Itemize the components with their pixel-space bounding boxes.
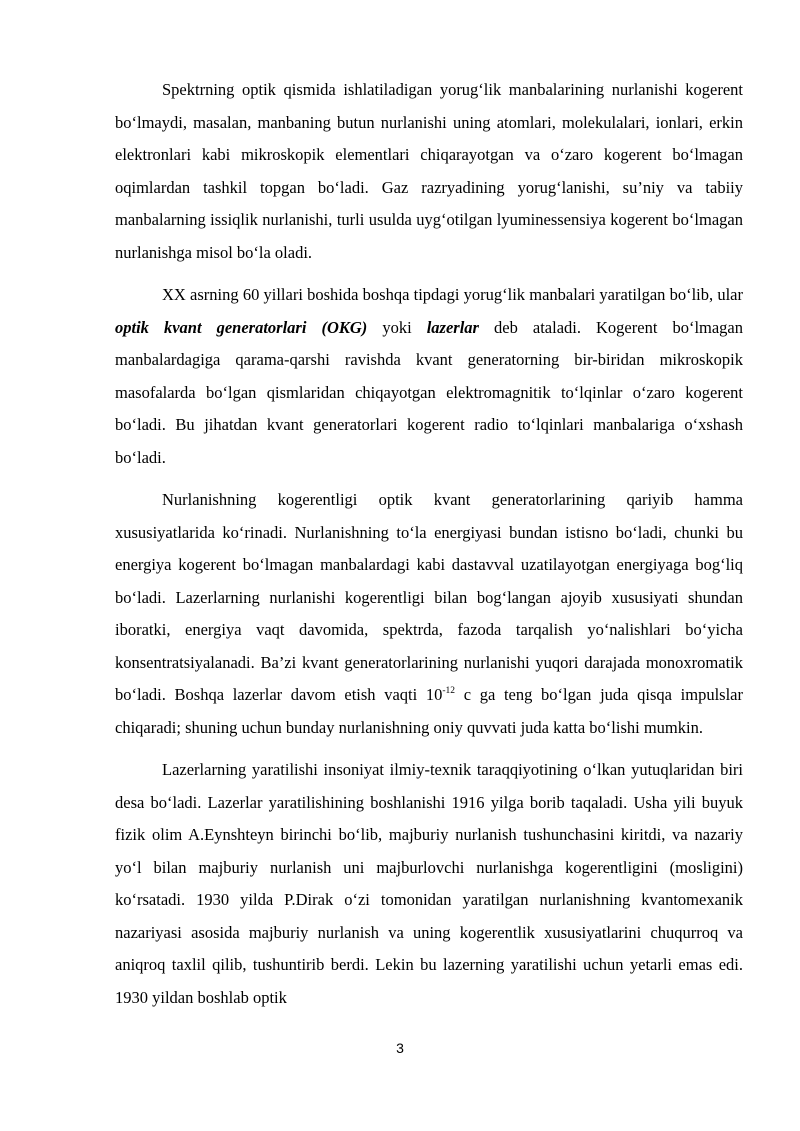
paragraph-1-text: Spektrning optik qismida ishlatiladigan yorug‘lik manbalarining nurlanishi kogerent bo‘lmaydi, masalan, manbaning butun nurlanishi uning atomlari, molekulalari, ionlari, erkin elektronlari kabi mikroskopik elementlari chiqarayotgan va o‘zaro kogerent bo‘lmagan oqimlardan tashkil topgan bo‘ladi. Gaz razryadining yorug‘lanishi, su’niy va tabiiy manbalarning issiqlik nurlanishi, turli usulda uyg‘otilgan lyuminessensiya kogerent bo‘lmagan nurlanishga misol bo‘la oladi.	[115, 80, 743, 262]
paragraph-3-text-end: c ga teng bo‘lgan juda qisqa impulslar chiqaradi; shuning uchun bunday nurlanishning oniy quvvati juda katta bo‘lishi mumkin.	[115, 685, 743, 737]
paragraph-2-text-start: XX asrning 60 yillari boshida boshqa tipdagi yorug‘lik manbalari yaratilgan bo‘lib, ular	[162, 285, 743, 304]
paragraph-4	[115, 754, 743, 1014]
paragraph-3	[115, 484, 743, 744]
paragraph-2-text-mid: yoki	[367, 317, 427, 337]
paragraph-3-text-start: Nurlanishning kogerentligi optik kvant generatorlarining qariyib hamma xususiyatlarida ko‘rinadi. Nurlanishning to‘la energiyasi bundan istisno bo‘ladi, chunki bu energiya kogerent bo‘lmagan manbalardagi kabi dastavval uzatilayotgan energiyaga bog‘liq bo‘ladi. Lazerlarning nurlanishi kogerentligi bilan bog‘langan ajoyib xususiyati shundan iboratki, energiya vaqt davomida, spektrda, fazoda tarqalish yo‘nalishlari bo‘yicha konsentratsiyalanadi. Ba’zi kvant generatorlarining nurlanishi yuqori darajada monoxromatik bo‘ladi. Boshqa lazerlar davom etish vaqti	[115, 490, 743, 704]
power-base: 10	[425, 685, 443, 704]
term-okg: optik kvant generatorlari (OKG)	[115, 317, 368, 337]
paragraph-1	[115, 74, 743, 269]
paragraph-2	[115, 279, 743, 474]
term-lazerlar: lazerlar	[426, 317, 479, 337]
power-exponent: -12	[442, 686, 456, 696]
paragraph-4-text: Lazerlarning yaratilishi insoniyat ilmiy-texnik taraqqiyotining o‘lkan yutuqlaridan biri desa bo‘ladi. Lazerlar yaratilishining boshlanishi 1916 yilga borib taqaladi. Usha yili buyuk fizik olim A.Eynshteyn birinchi bo‘lib, majburiy nurlanish tushunchasini kiritdi, va nazariy yo‘l bilan majburiy nurlanish uni majburlovchi nurlanishga kogerentligini (mosligini) ko‘rsatadi. 1930 yilda P.Dirak o‘zi tomonidan yaratilgan nurlanishning kvantomexanik nazariyasi asosida majburiy nurlanish va uning kogerentlik xususiyatlarini chuqurroq va aniqroq taxlil qilib, tushuntirib berdi. Lekin bu lazerning yaratilishi uchun yetarli emas edi. 1930 yildan boshlab optik	[115, 760, 743, 1007]
page-number: 3	[396, 1040, 404, 1056]
page-content	[115, 74, 743, 1024]
paragraph-2-text-end: deb ataladi. Kogerent bo‘lmagan manbalardagiga qarama-qarshi ravishda kvant generatorning bir-biridan mikroskopik masofalarda bo‘lgan qismlaridan chiqayotgan elektromagnitik to‘lqinlar o‘zaro kogerent bo‘ladi. Bu jihatdan kvant generatorlari kogerent radio to‘lqinlari manbalariga o‘xshash bo‘ladi.	[115, 317, 744, 467]
